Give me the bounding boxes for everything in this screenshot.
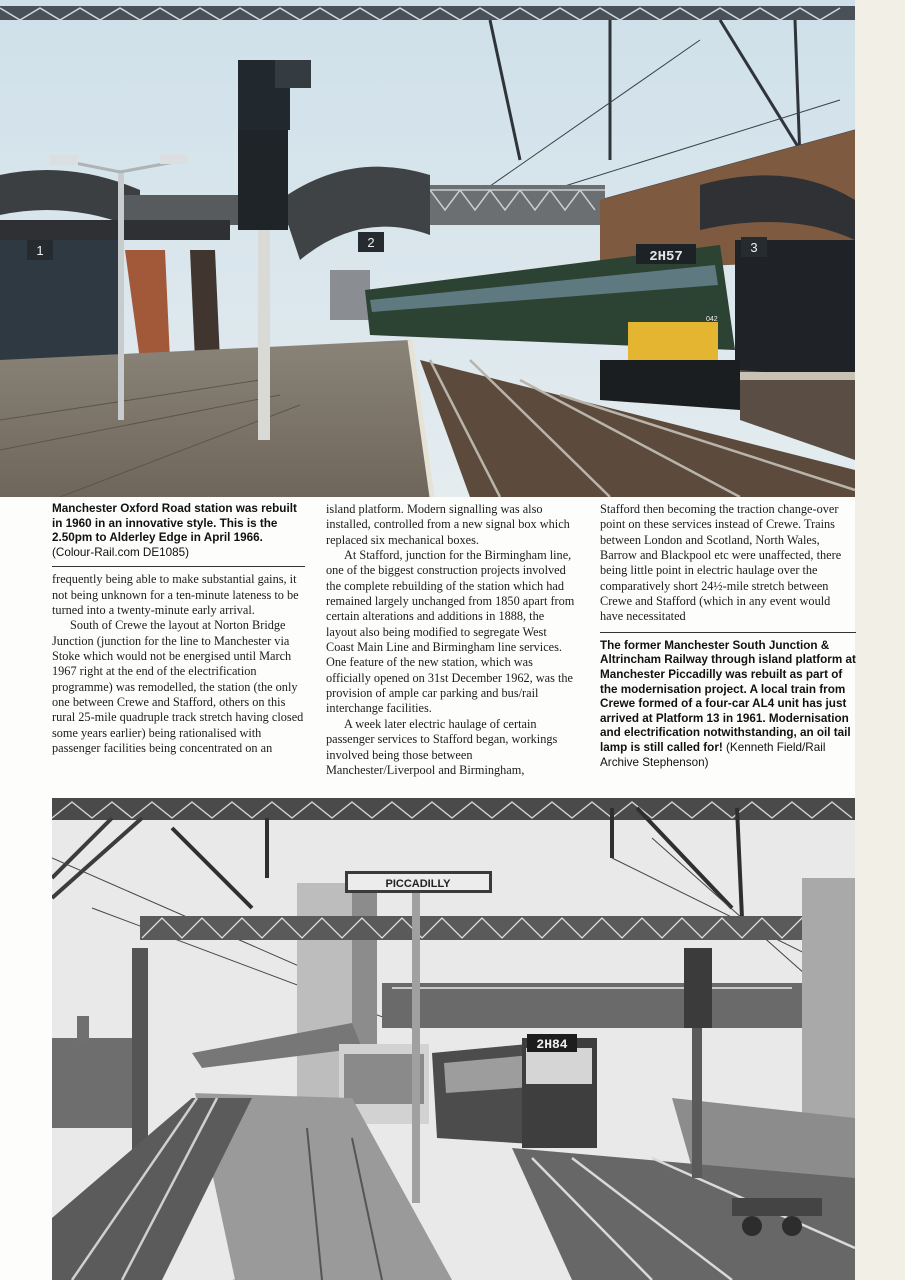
bottom-caption-text: The former Manchester South Junction & Altrincham Railway through island platform at Manchester Piccadilly was rebuilt as part of the modernisation project. A local train from Crewe formed of a four-car AL4 unit has just arrived at Platform 13 in 1961. Modernisation and electrification notwithstanding, an oil tail lamp is still called for!: [600, 638, 856, 754]
top-unit-number: 042: [706, 316, 718, 323]
bottom-caption-credit: (Kenneth Field/Rail Archive Stephenson): [600, 740, 826, 769]
top-caption-text: Manchester Oxford Road station was rebuilt in 1960 in an innovative style. This is the 2.50pm to Alderley Edge in April 1966.: [52, 502, 297, 545]
bottom-photo-caption: [600, 639, 856, 770]
body-paragraph: Stafford then becoming the traction change-over point on these services instead of Crewe. Trains between London and Scotland, North Wales, Barrow and Blackpool etc were unaffected, there being little point in electric haulage over the comparatively short 24½-mile stretch between Crewe and Stafford (which in any event would have necessitated: [600, 502, 842, 624]
photo-oxford-road-station: [0, 0, 855, 497]
text-column-2: [326, 502, 576, 778]
piccadilly-station-sign: PICCADILLY: [385, 878, 451, 890]
bottom-train-headcode: 2H84: [536, 1037, 568, 1052]
photo-piccadilly-station: [52, 798, 855, 1280]
body-paragraph: South of Crewe the layout at Norton Bridge Junction (junction for the line to Manchester via Stoke which would not be energised until March 1967 right at the end of the electrification programme) was remodelled, the station (the only one between Crewe and Stafford, others on this rural 25-mile quadruple track stretch having closed some years earlier) being rationalised with passenger facilities being concentrated on an: [52, 618, 304, 756]
platform-number-2: 2: [367, 235, 375, 250]
body-paragraph: A week later electric haulage of certain passenger services to Stafford began, workings involved being those between Manchester/Liverpool and Birmingham,: [326, 716, 558, 777]
platform-number-1: 1: [36, 243, 44, 258]
body-paragraph: At Stafford, junction for the Birmingham line, one of the biggest construction projects involved the complete rebuilding of the station which had remained largely unchanged from 1850 apart from certain alterations and additions in 1888, the layout also being modified to segregate West Coast Main Line and Birmingham line services. One feature of the new station, which was officially opened on 31st December 1962, was the provision of ample car parking and bus/rail interchange facilities.: [326, 548, 575, 716]
top-train-headcode: 2H57: [649, 249, 683, 265]
text-column-3: [600, 502, 856, 770]
top-caption-credit: (Colour-Rail.com DE1085): [52, 545, 190, 559]
caption-divider: [600, 632, 856, 633]
body-paragraph: island platform. Modern signalling was also installed, controlled from a new signal box which replaced six mechanical boxes.: [326, 502, 570, 547]
body-paragraph: frequently being able to make substantial gains, it not being unknown for a ten-minute lateness to be turned into a twenty-minute early arrival.: [52, 572, 299, 618]
caption-divider: [52, 566, 305, 567]
text-column-1: [52, 502, 305, 757]
top-photo-caption: [52, 502, 305, 560]
platform-number-3: 3: [750, 240, 758, 255]
